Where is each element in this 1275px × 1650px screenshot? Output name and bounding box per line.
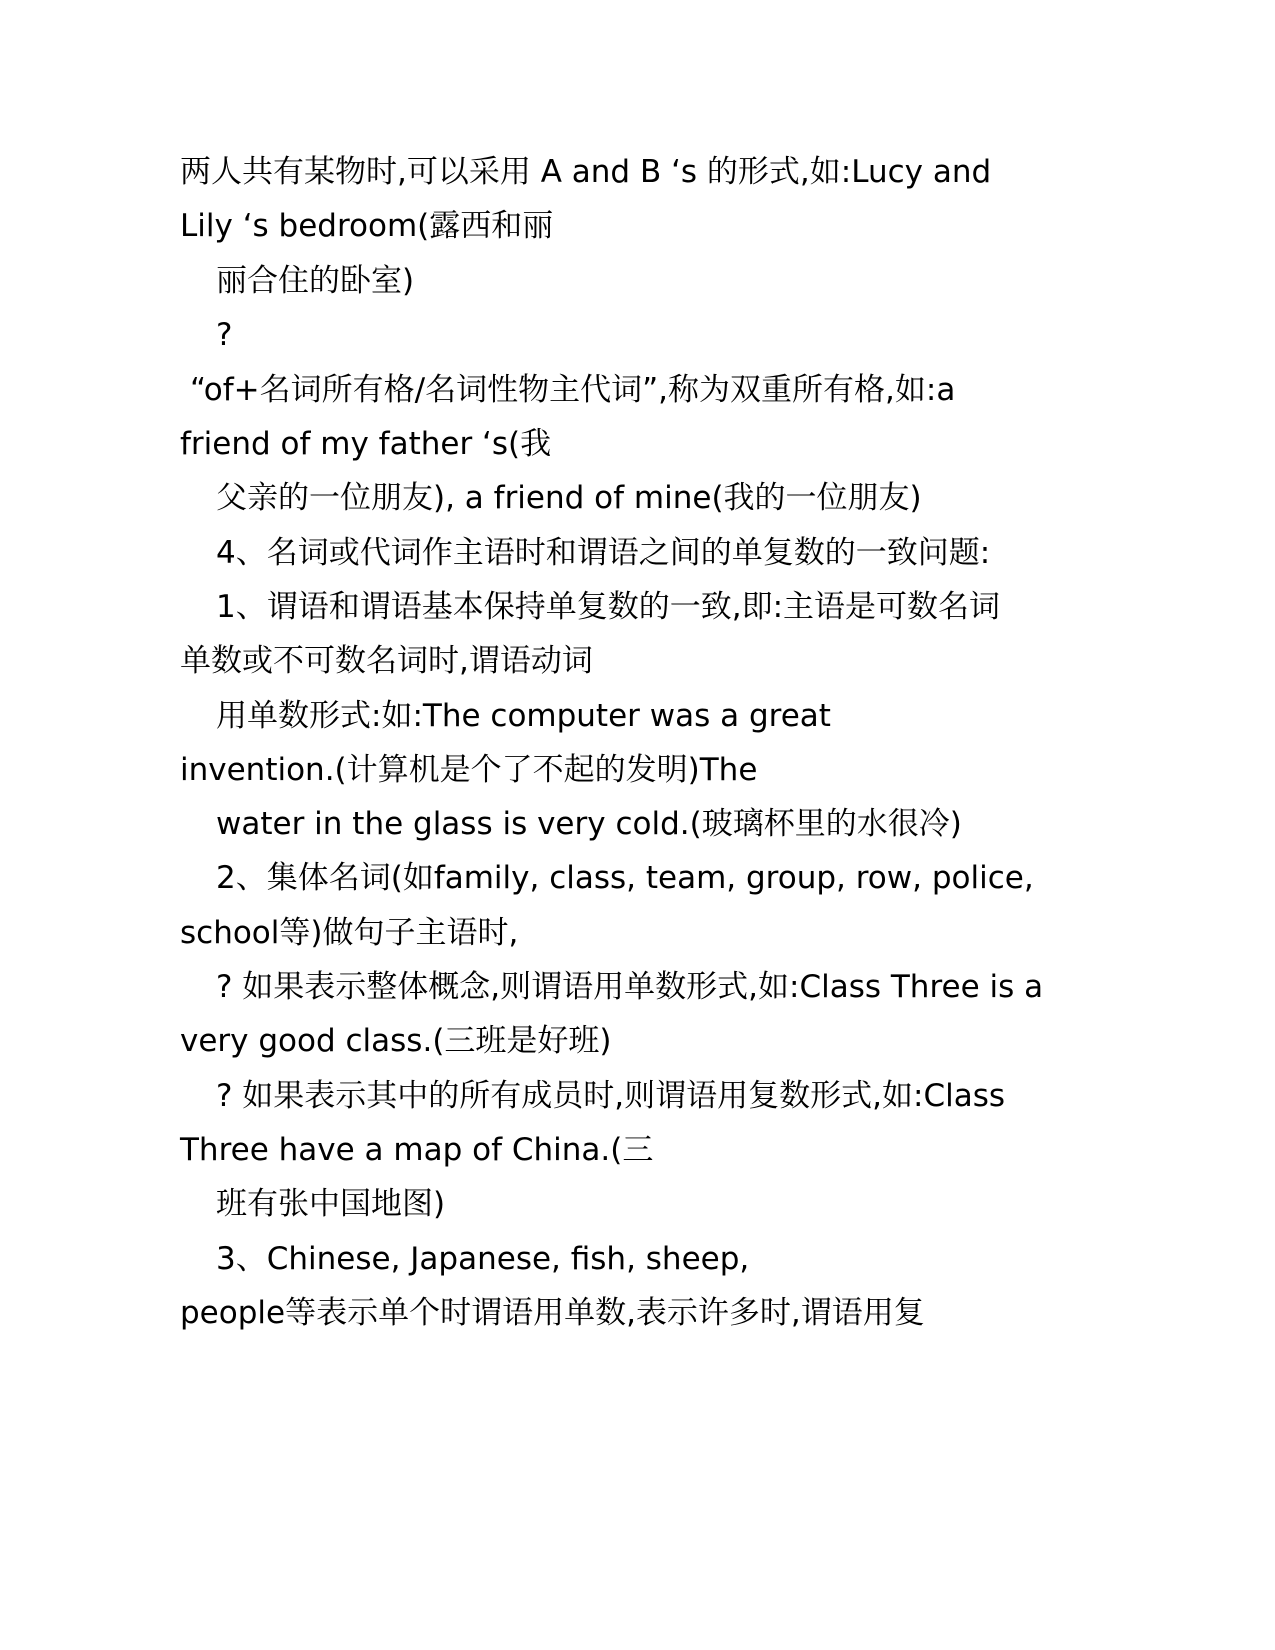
text-line: very good class.(三班是好班) — [180, 1023, 612, 1059]
text-line: ? 如果表示整体概念,则谓语用单数形式,如:Class Three is a — [216, 969, 1044, 1005]
text-line: water in the glass is very cold.(玻璃杯里的水很冷) — [216, 806, 962, 842]
text-line: 1、谓语和谓语基本保持单复数的一致,即:主语是可数名词 — [216, 589, 1001, 625]
text-line: 丽合住的卧室) — [216, 263, 415, 299]
text-line: ? 如果表示其中的所有成员时,则谓语用复数形式,如:Class — [216, 1078, 1006, 1114]
text-line: Lily ‘s bedroom(露西和丽 — [180, 208, 554, 244]
text-line: people等表示单个时谓语用单数,表示许多时,谓语用复 — [180, 1295, 925, 1331]
text-line: 用单数形式:如:The computer was a great — [216, 698, 831, 734]
text-line: 父亲的一位朋友), a friend of mine(我的一位朋友) — [216, 480, 922, 516]
text-line: Three have a map of China.(三 — [180, 1132, 654, 1168]
text-line: ? — [216, 317, 233, 353]
text-line: 3、Chinese, Japanese, fish, sheep, — [216, 1241, 750, 1277]
text-line: 单数或不可数名词时,谓语动词 — [180, 643, 593, 679]
text-line: friend of my father ‘s(我 — [180, 426, 552, 462]
section-heading: 4、名词或代词作主语时和谓语之间的单复数的一致问题: — [216, 535, 991, 571]
text-line: school等)做句子主语时, — [180, 915, 519, 951]
text-line: 两人共有某物时,可以采用 A and B ‘s 的形式,如:Lucy and — [180, 154, 992, 190]
text-line: “of+名词所有格/名词性物主代词”,称为双重所有格,如:a — [190, 372, 956, 408]
text-line: 2、集体名词(如family, class, team, group, row, police, — [216, 860, 1034, 896]
text-line: 班有张中国地图) — [216, 1186, 446, 1222]
text-line: invention.(计算机是个了不起的发明)The — [180, 752, 758, 788]
